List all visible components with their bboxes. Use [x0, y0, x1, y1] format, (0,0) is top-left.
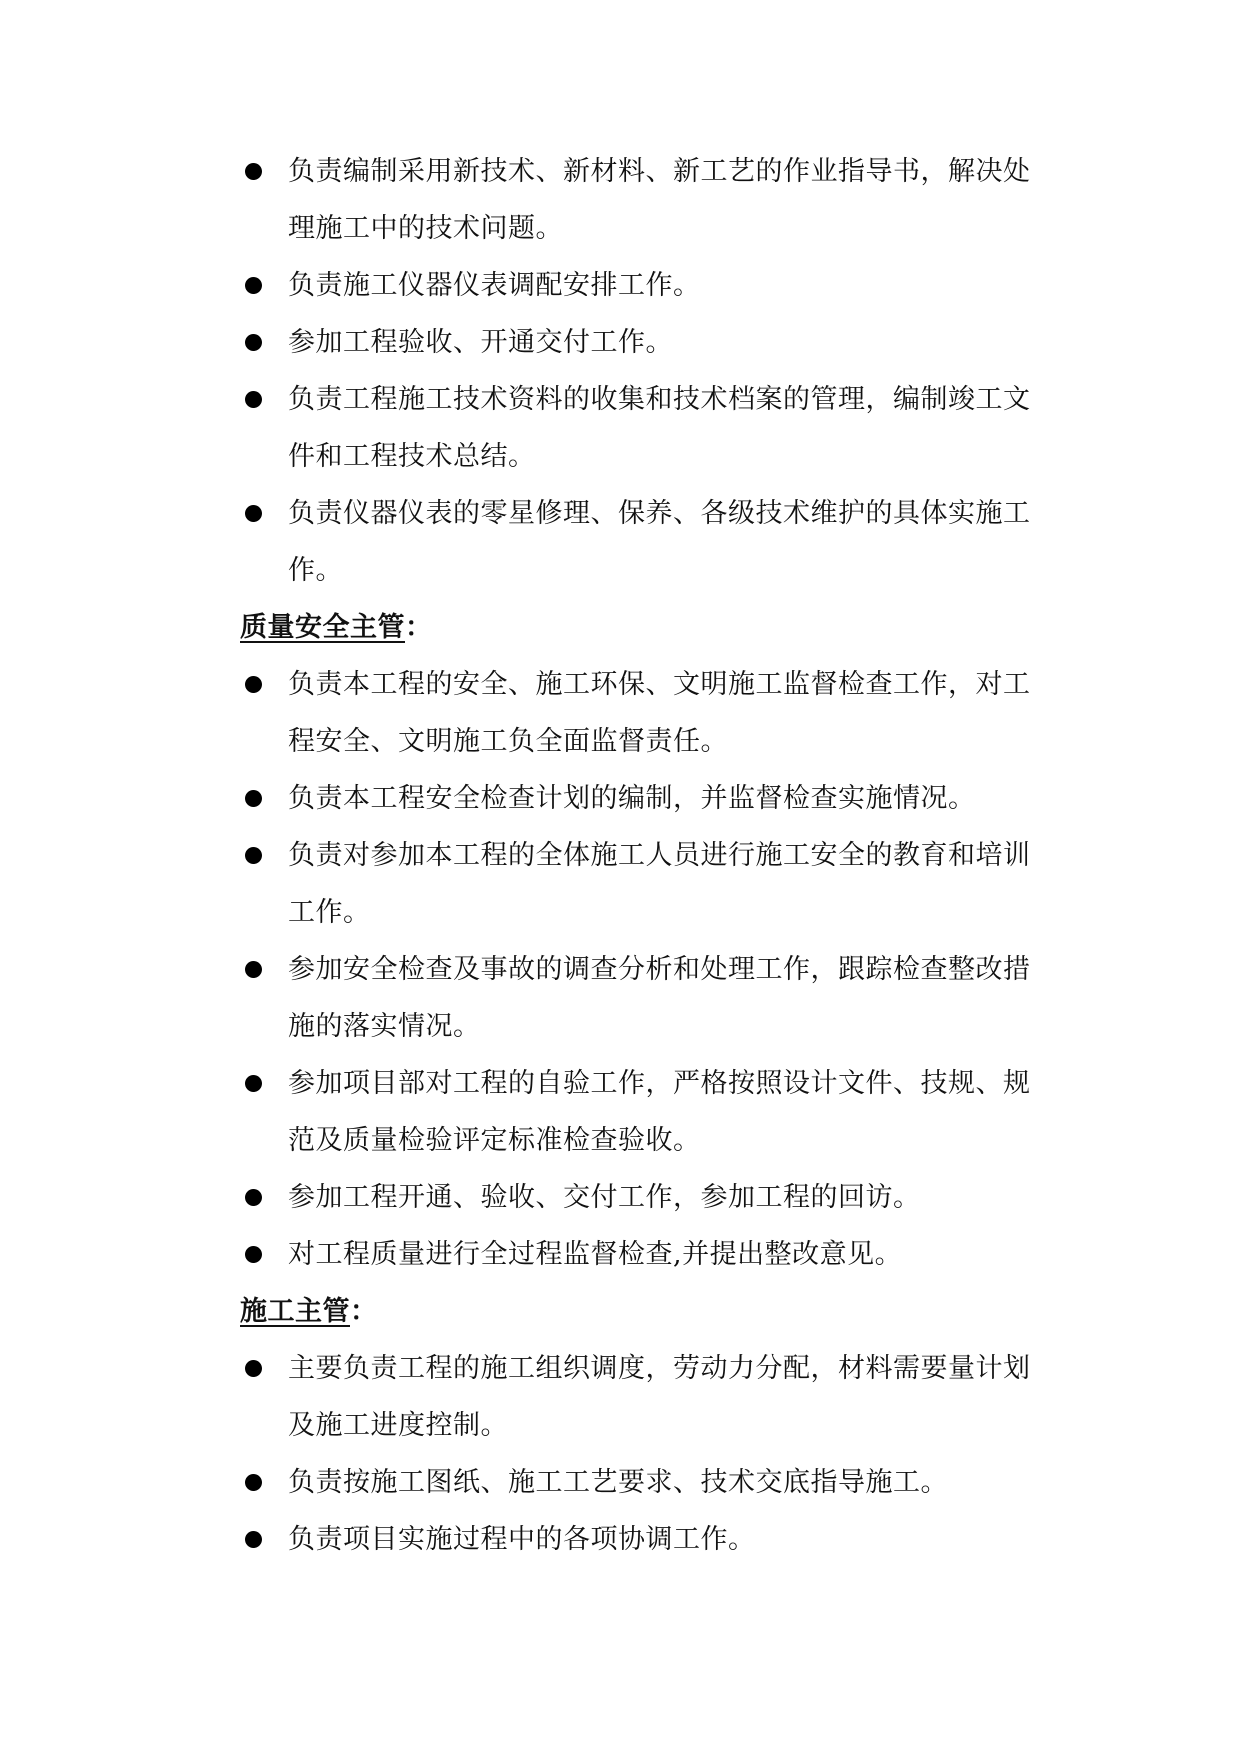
list-item	[240, 770, 1040, 827]
bullet-icon	[245, 163, 262, 180]
list-item	[240, 314, 1040, 371]
list-item	[240, 1055, 1040, 1169]
list-item	[240, 941, 1040, 1055]
list-item	[240, 1226, 1040, 1283]
list-item-text: 负责本工程的安全、施工环保、文明施工监督检查工作，对工程安全、文明施工负全面监督责任。	[288, 669, 1031, 757]
bullet-icon	[245, 334, 262, 351]
section-heading-quality-safety	[240, 599, 1040, 656]
list-item	[240, 371, 1040, 485]
bullet-icon	[245, 1189, 262, 1206]
list-item-text: 负责施工仪器仪表调配安排工作。	[288, 270, 701, 301]
bullet-icon	[245, 790, 262, 807]
list-item-text: 参加安全检查及事故的调查分析和处理工作，跟踪检查整改措施的落实情况。	[288, 954, 1031, 1042]
list-item	[240, 143, 1040, 257]
bullet-icon	[245, 1246, 262, 1263]
list-item-text: 参加项目部对工程的自验工作，严格按照设计文件、技规、规范及质量检验评定标准检查验收。	[288, 1068, 1031, 1156]
bullet-icon	[245, 1474, 262, 1491]
bullet-icon	[245, 505, 262, 522]
bullet-icon	[245, 847, 262, 864]
list-item-text: 负责对参加本工程的全体施工人员进行施工安全的教育和培训工作。	[288, 840, 1031, 928]
section-title: 施工主管	[240, 1296, 350, 1327]
list-item	[240, 1340, 1040, 1454]
section-title-colon: ：	[350, 1296, 378, 1327]
list-item	[240, 1454, 1040, 1511]
list-item-text: 负责仪器仪表的零星修理、保养、各级技术维护的具体实施工作。	[288, 498, 1031, 586]
list-item-text: 负责编制采用新技术、新材料、新工艺的作业指导书，解决处理施工中的技术问题。	[288, 156, 1031, 244]
list-item	[240, 1169, 1040, 1226]
bullet-icon	[245, 1075, 262, 1092]
list-item	[240, 656, 1040, 770]
list-item-text: 负责按施工图纸、施工工艺要求、技术交底指导施工。	[288, 1467, 948, 1498]
page-content	[240, 143, 1040, 1568]
section-title: 质量安全主管	[240, 612, 405, 643]
list-item-text: 负责项目实施过程中的各项协调工作。	[288, 1524, 756, 1555]
list-item	[240, 485, 1040, 599]
list-item	[240, 827, 1040, 941]
bullet-icon	[245, 277, 262, 294]
list-item	[240, 257, 1040, 314]
list-item-text: 参加工程开通、验收、交付工作，参加工程的回访。	[288, 1182, 921, 1213]
bullet-icon	[245, 961, 262, 978]
list-item-text: 负责工程施工技术资料的收集和技术档案的管理，编制竣工文件和工程技术总结。	[288, 384, 1031, 472]
list-item	[240, 1511, 1040, 1568]
bullet-icon	[245, 391, 262, 408]
section-title-colon: ：	[405, 612, 433, 643]
list-item-text: 主要负责工程的施工组织调度，劳动力分配，材料需要量计划及施工进度控制。	[288, 1353, 1031, 1441]
list-item-text: 负责本工程安全检查计划的编制，并监督检查实施情况。	[288, 783, 976, 814]
list-item-text: 对工程质量进行全过程监督检查,并提出整改意见。	[288, 1239, 903, 1270]
list-item-text: 参加工程验收、开通交付工作。	[288, 327, 673, 358]
bullet-icon	[245, 676, 262, 693]
bullet-icon	[245, 1531, 262, 1548]
section-heading-construction	[240, 1283, 1040, 1340]
bullet-icon	[245, 1360, 262, 1377]
